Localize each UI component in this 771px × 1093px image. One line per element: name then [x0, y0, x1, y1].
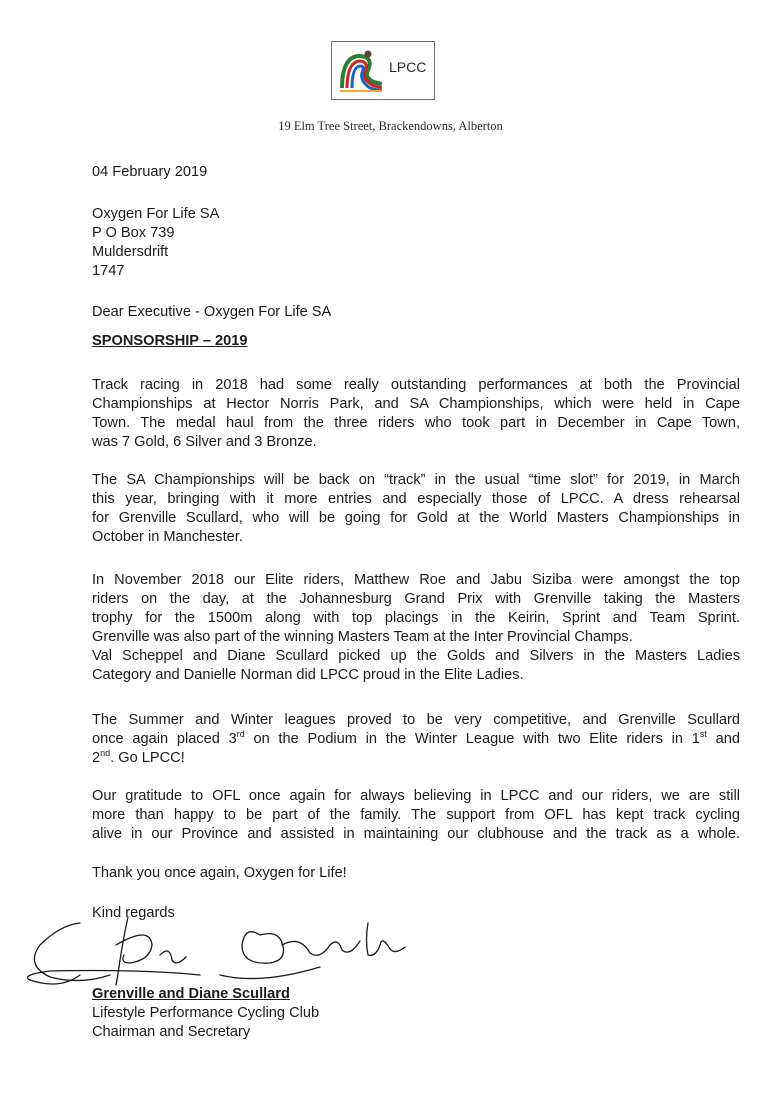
recipient-address-line: P O Box 739	[92, 225, 175, 241]
paragraph-line: once again placed 3rd on the Podium in the Winter League with two Elite riders in 1st and	[92, 729, 740, 747]
paragraph-1	[92, 376, 740, 452]
signatory-name: Grenville and Diane Scullard	[92, 986, 290, 1002]
club-logo	[331, 41, 435, 100]
cycling-track-logo-icon	[338, 48, 382, 93]
paragraph-line: Category and Danielle Norman did LPCC proud in the Elite Ladies.	[92, 667, 524, 683]
paragraph-line: The SA Championships will be back on “track” in the usual “time slot” for 2019, in March	[92, 472, 740, 488]
signatory-title: Chairman and Secretary	[92, 1024, 251, 1040]
paragraph-line: Track racing in 2018 had some really outstanding performances at both the Provincial	[92, 377, 740, 393]
paragraph-line: In November 2018 our Elite riders, Matthew Roe and Jabu Siziba were amongst the top	[92, 572, 740, 588]
subject-heading: SPONSORSHIP – 2019	[92, 333, 248, 349]
paragraph-line: riders on the day, at the Johannesburg Grand Prix with Grenville taking the Masters	[92, 591, 740, 607]
recipient-address-line: Muldersdrift	[92, 244, 169, 260]
paragraph-line: trophy for the 1500m along with top placings in the Keirin, Sprint and Team Sprint.	[92, 610, 740, 626]
paragraph-line: Championships at Hector Norris Park, and SA Championships, which were held in Cape	[92, 396, 740, 412]
paragraph-line: Val Scheppel and Diane Scullard picked up the Golds and Silvers in the Masters Ladies	[92, 648, 740, 664]
closing: Kind regards	[92, 905, 175, 921]
paragraph-4	[92, 711, 740, 768]
letterhead-address: 19 Elm Tree Street, Brackendowns, Alberton	[278, 119, 503, 133]
recipient-postal-code: 1747	[92, 263, 125, 279]
paragraph-line: alive in our Province and assisted in maintaining our clubhouse and the track as a whole.	[92, 826, 740, 842]
paragraph-3	[92, 571, 740, 685]
paragraph-line: Grenville was also part of the winning Masters Team at the Inter Provincial Champs.	[92, 629, 633, 645]
ordinal-suffix: st	[699, 729, 707, 740]
paragraph-2	[92, 471, 740, 547]
salutation: Dear Executive - Oxygen For Life SA	[92, 304, 332, 320]
paragraph-line: more than happy to be part of the family. The support from OFL has kept track cycling	[92, 807, 740, 823]
signatory-organisation: Lifestyle Performance Cycling Club	[92, 1005, 320, 1021]
paragraph-line: Town. The medal haul from the three riders who took part in December in Cape Town,	[92, 415, 740, 431]
paragraph-5	[92, 787, 740, 844]
paragraph-line: October in Manchester.	[92, 529, 243, 545]
paragraph-line: for Grenville Scullard, who will be going for Gold at the World Masters Championships in	[92, 510, 740, 526]
logo-text: LPCC	[389, 59, 427, 75]
ordinal-suffix: rd	[236, 729, 245, 740]
paragraph-line: The Summer and Winter leagues proved to be very competitive, and Grenville Scullard	[92, 712, 740, 728]
ordinal-suffix: nd	[100, 748, 111, 759]
recipient-name: Oxygen For Life SA	[92, 206, 220, 222]
thanks-line: Thank you once again, Oxygen for Life!	[92, 865, 347, 881]
paragraph-line: this year, bringing with it more entries and especially those of LPCC. A dress rehearsal	[92, 491, 740, 507]
letter-date: 04 February 2019	[92, 164, 208, 180]
paragraph-line: was 7 Gold, 6 Silver and 3 Bronze.	[92, 434, 317, 450]
paragraph-line: Our gratitude to OFL once again for always believing in LPCC and our riders, we are still	[92, 788, 740, 804]
paragraph-line: 2nd. Go LPCC!	[92, 748, 185, 766]
